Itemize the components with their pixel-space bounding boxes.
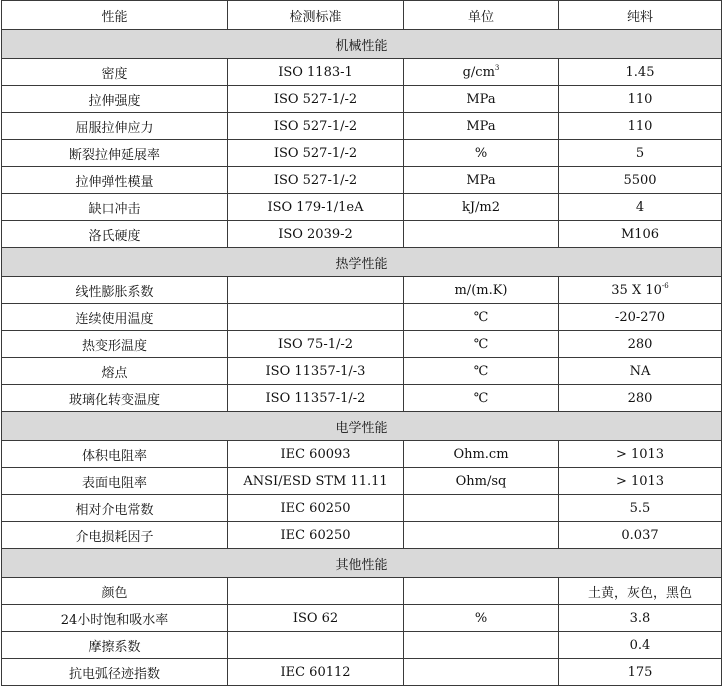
cell-value-text: 280 bbox=[627, 336, 653, 352]
cell-unit bbox=[404, 358, 559, 385]
cell-standard: IEC 60250 bbox=[228, 522, 404, 549]
table-row bbox=[2, 605, 722, 632]
table-row bbox=[2, 385, 722, 412]
section-header-row bbox=[2, 549, 722, 578]
table-row bbox=[2, 468, 722, 495]
cell-value bbox=[559, 304, 722, 331]
cell-unit bbox=[404, 113, 559, 140]
table-row bbox=[2, 194, 722, 221]
section-header-row bbox=[2, 412, 722, 441]
cell-standard: ISO 527-1/-2 bbox=[228, 167, 404, 194]
cell-value bbox=[559, 632, 722, 659]
header-standard: 检测标准 bbox=[228, 1, 404, 30]
cell-value bbox=[559, 358, 722, 385]
cell-standard: ISO 179-1/1eA bbox=[228, 194, 404, 221]
cell-unit bbox=[404, 86, 559, 113]
cell-property: 拉伸弹性模量 bbox=[2, 167, 228, 194]
cell-standard: ISO 11357-1/-3 bbox=[228, 358, 404, 385]
cell-unit-text: % bbox=[474, 610, 488, 626]
cell-unit bbox=[404, 221, 559, 248]
cell-value-text: 5 bbox=[635, 145, 645, 161]
header-property: 性能 bbox=[2, 1, 228, 30]
cell-unit-text: Ohm.cm bbox=[453, 446, 509, 462]
cell-property: 连续使用温度 bbox=[2, 304, 228, 331]
cell-property: 颜色 bbox=[2, 578, 228, 605]
cell-unit bbox=[404, 578, 559, 605]
cell-value bbox=[559, 441, 722, 468]
cell-value bbox=[559, 167, 722, 194]
cell-standard: IEC 60112 bbox=[228, 659, 404, 686]
cell-value-text: > 1013 bbox=[615, 446, 665, 462]
cell-unit bbox=[404, 167, 559, 194]
table-header-row bbox=[2, 1, 722, 30]
section-header-row bbox=[2, 30, 722, 59]
cell-property: 介电损耗因子 bbox=[2, 522, 228, 549]
cell-unit-text: ℃ bbox=[473, 336, 489, 352]
cell-standard: ANSI/ESD STM 11.11 bbox=[228, 468, 404, 495]
cell-property: 缺口冲击 bbox=[2, 194, 228, 221]
cell-standard: IEC 60250 bbox=[228, 495, 404, 522]
cell-value-text: 5.5 bbox=[629, 500, 651, 516]
cell-unit bbox=[404, 331, 559, 358]
cell-unit bbox=[404, 277, 559, 304]
properties-table-body bbox=[2, 1, 722, 686]
cell-property: 表面电阻率 bbox=[2, 468, 228, 495]
table-row bbox=[2, 86, 722, 113]
cell-unit bbox=[404, 632, 559, 659]
cell-unit bbox=[404, 659, 559, 686]
cell-value bbox=[559, 522, 722, 549]
cell-unit bbox=[404, 605, 559, 632]
table-row bbox=[2, 522, 722, 549]
table-row bbox=[2, 632, 722, 659]
cell-value-text: 110 bbox=[627, 91, 653, 107]
cell-property: 24小时饱和吸水率 bbox=[2, 605, 228, 632]
cell-standard: ISO 75-1/-2 bbox=[228, 331, 404, 358]
cell-property: 断裂拉伸延展率 bbox=[2, 140, 228, 167]
cell-value bbox=[559, 495, 722, 522]
cell-property: 线性膨胀系数 bbox=[2, 277, 228, 304]
cell-property: 拉伸强度 bbox=[2, 86, 228, 113]
table-row bbox=[2, 441, 722, 468]
cell-value-text: 土黄，灰色，黑色 bbox=[587, 585, 692, 601]
cell-unit bbox=[404, 522, 559, 549]
cell-value-text: 110 bbox=[627, 118, 653, 134]
cell-standard: ISO 527-1/-2 bbox=[228, 86, 404, 113]
cell-unit-text: g/cm bbox=[462, 64, 495, 80]
table-row bbox=[2, 659, 722, 686]
cell-unit-text: MPa bbox=[466, 118, 496, 134]
cell-value bbox=[559, 113, 722, 140]
cell-unit bbox=[404, 304, 559, 331]
table-row bbox=[2, 140, 722, 167]
section-title: 其他性能 bbox=[2, 549, 722, 578]
cell-value bbox=[559, 578, 722, 605]
cell-unit-superscript: 3 bbox=[494, 63, 500, 72]
section-header-row bbox=[2, 248, 722, 277]
table-row bbox=[2, 358, 722, 385]
cell-unit-text: Ohm/sq bbox=[455, 473, 507, 489]
cell-property: 玻璃化转变温度 bbox=[2, 385, 228, 412]
table-row bbox=[2, 495, 722, 522]
cell-value bbox=[559, 140, 722, 167]
cell-unit-text: MPa bbox=[466, 172, 496, 188]
cell-property: 摩擦系数 bbox=[2, 632, 228, 659]
cell-unit bbox=[404, 468, 559, 495]
cell-value-text: 0.4 bbox=[629, 637, 651, 653]
cell-value-text: NA bbox=[629, 363, 651, 379]
cell-standard: ISO 527-1/-2 bbox=[228, 140, 404, 167]
table-row bbox=[2, 304, 722, 331]
section-title: 机械性能 bbox=[2, 30, 722, 59]
cell-value bbox=[559, 194, 722, 221]
cell-value-text: 5500 bbox=[623, 172, 657, 188]
cell-value bbox=[559, 221, 722, 248]
cell-value bbox=[559, 59, 722, 86]
cell-value bbox=[559, 331, 722, 358]
table-row bbox=[2, 221, 722, 248]
cell-value-text: 4 bbox=[635, 199, 645, 215]
cell-property: 热变形温度 bbox=[2, 331, 228, 358]
cell-unit bbox=[404, 140, 559, 167]
cell-standard: IEC 60093 bbox=[228, 441, 404, 468]
cell-value bbox=[559, 659, 722, 686]
cell-unit bbox=[404, 59, 559, 86]
cell-standard: ISO 1183-1 bbox=[228, 59, 404, 86]
cell-unit-text: % bbox=[474, 145, 488, 161]
cell-property: 屈服拉伸应力 bbox=[2, 113, 228, 140]
header-value: 纯料 bbox=[559, 1, 722, 30]
cell-standard bbox=[228, 632, 404, 659]
cell-unit-text: ℃ bbox=[473, 309, 489, 325]
cell-value-text: 0.037 bbox=[621, 527, 659, 543]
cell-property: 洛氏硬度 bbox=[2, 221, 228, 248]
cell-unit-text: ℃ bbox=[473, 363, 489, 379]
cell-standard: ISO 527-1/-2 bbox=[228, 113, 404, 140]
cell-value bbox=[559, 277, 722, 304]
cell-unit bbox=[404, 441, 559, 468]
section-title: 热学性能 bbox=[2, 248, 722, 277]
cell-property: 体积电阻率 bbox=[2, 441, 228, 468]
cell-standard bbox=[228, 578, 404, 605]
table-row bbox=[2, 578, 722, 605]
cell-value-text: M106 bbox=[620, 226, 660, 242]
cell-property: 抗电弧径迹指数 bbox=[2, 659, 228, 686]
table-row bbox=[2, 113, 722, 140]
cell-standard: ISO 2039-2 bbox=[228, 221, 404, 248]
cell-value bbox=[559, 605, 722, 632]
cell-value-text: > 1013 bbox=[615, 473, 665, 489]
cell-standard bbox=[228, 304, 404, 331]
cell-value-text: -20-270 bbox=[614, 309, 666, 325]
cell-value-text: 1.45 bbox=[625, 64, 655, 80]
cell-unit bbox=[404, 385, 559, 412]
cell-property: 相对介电常数 bbox=[2, 495, 228, 522]
cell-unit-text: kJ/m2 bbox=[461, 199, 501, 215]
table-row bbox=[2, 331, 722, 358]
section-title: 电学性能 bbox=[2, 412, 722, 441]
cell-standard bbox=[228, 277, 404, 304]
cell-value bbox=[559, 385, 722, 412]
table-row bbox=[2, 167, 722, 194]
table-row bbox=[2, 59, 722, 86]
cell-unit bbox=[404, 194, 559, 221]
cell-standard: ISO 62 bbox=[228, 605, 404, 632]
cell-standard: ISO 11357-1/-2 bbox=[228, 385, 404, 412]
properties-table bbox=[1, 0, 722, 686]
cell-unit bbox=[404, 495, 559, 522]
cell-value-superscript: -6 bbox=[661, 281, 669, 290]
cell-value-text: 280 bbox=[627, 390, 653, 406]
cell-value-text: 3.8 bbox=[629, 610, 651, 626]
cell-value-text: 175 bbox=[627, 664, 653, 680]
cell-unit-text: MPa bbox=[466, 91, 496, 107]
cell-property: 密度 bbox=[2, 59, 228, 86]
cell-unit-text: m/(m.K) bbox=[454, 282, 508, 298]
cell-property: 熔点 bbox=[2, 358, 228, 385]
cell-unit-text: ℃ bbox=[473, 390, 489, 406]
table-row bbox=[2, 277, 722, 304]
cell-value bbox=[559, 86, 722, 113]
header-unit: 单位 bbox=[404, 1, 559, 30]
cell-value bbox=[559, 468, 722, 495]
cell-value-text: 35 X 10 bbox=[611, 282, 662, 298]
